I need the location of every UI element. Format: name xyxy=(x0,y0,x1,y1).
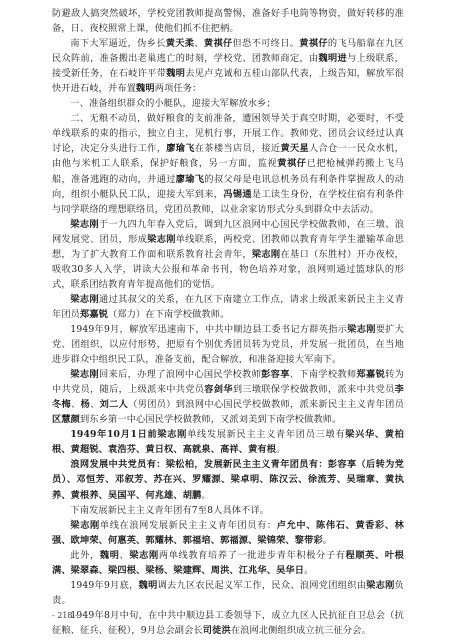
text-run: （郑力）在下南学校做教师。 xyxy=(108,308,230,320)
text-run: 回来后，办理了浪网中心国民学校教师 xyxy=(99,369,262,381)
text-run: 两单线教育培养了一批进步青年积极分子有 xyxy=(158,549,346,561)
name-highlight: 魏明进 xyxy=(318,53,348,65)
name-highlight: 容剑华 xyxy=(204,384,233,396)
name-highlight: 廖瑜飞 xyxy=(175,173,205,185)
name-highlight: 1949年10月1日前 xyxy=(70,429,158,441)
text-run: 但恐不可终日。 xyxy=(232,38,300,50)
text-run: 、 xyxy=(119,549,130,561)
text-run: 二、无粮不动员，做好粮食的支前准备，遭困领导关于真空时期，必要时，不受单线联系的束的指示，独立自主，见机行事，开展工作。教师党、团员会议经过认真讨论，决定分头进行工作， xyxy=(52,113,404,155)
name-highlight: 卢允中、陈伟石、黄香彩、林强、欧坤荣、何惠英、郭耀林、郭福培、郭福源、梁锦荣、黎带彩 xyxy=(52,519,405,546)
body-paragraph xyxy=(52,457,404,502)
body-paragraph xyxy=(52,578,404,608)
name-highlight: 梁志刚 xyxy=(347,323,376,335)
text-run: 在茶楼当店员，接近 xyxy=(194,143,281,155)
page-number: - 218 - xyxy=(52,611,78,620)
text-run: 两项任务： xyxy=(154,83,202,95)
name-highlight: 黄祺仔 xyxy=(299,38,328,50)
text-run: 下南发展新民主主义青年团有7至8人具体不详。 xyxy=(70,504,270,516)
name-highlight: 程顺英、叶根满、梁翠森、梁四根、梁杨、梁建辉、周洪、江兆华、吴华日 xyxy=(52,549,404,576)
name-highlight: 梁兴华、黄柏根、黄超锐、袁浩芬、黄日权、高就泉、高祥、黄有根 xyxy=(52,429,405,456)
text-run: 的叔父母是电讯总机务员有利条件掌握敌人的动向，组织小艇队民工队，迎接大军到来， xyxy=(52,173,404,200)
name-highlight: 梁志刚 xyxy=(70,293,100,305)
name-highlight: 梁志刚 xyxy=(147,233,176,245)
body-paragraph xyxy=(52,292,404,322)
text-run: 调去九区农民起义军工作，民众、浪网党团组织由 xyxy=(157,579,367,591)
text-run: 在基口（东胜村）开办夜校，吸收30多人入学，讲读大公报和革命书刊，物色培养对象，浪网则通过篮球队的形式，联系团结教育青年提高他们的觉悟。 xyxy=(52,248,405,290)
name-highlight: 梁志刚 xyxy=(70,369,99,381)
text-run: 通过其叔父的关系，在九区下南建立工作点，请求上级派来新民主主义青年团员 xyxy=(52,293,404,320)
text-run: 此外， xyxy=(70,549,100,561)
text-run: 人合仓一一民众水机，由他与米机工人联系，保护好粮食，另一方面，监视 xyxy=(52,143,405,170)
name-highlight: 梁志刚 xyxy=(157,429,188,441)
text-run: 1949年9月，解放军迅速南下，中共中顺边县工委书记方群英指示 xyxy=(70,323,348,335)
text-run: 要扩大党、团组织，以应付形势，把原有个别优秀团员转为党员，并发展一批团员，在当地进步群众中组织民工队，准备支前，配合解放，和准备迎接大军南下。 xyxy=(52,323,404,366)
text-run: 的飞马船靠在九区民众阵前，准备搬出老巢逃亡的时刻，学校党、团教师商定，由 xyxy=(52,38,404,65)
text-run: 是工读生身份，在学校住宿有利条件与同学联络的理想联络员，党团员教师，以业余家访形式分头到群众中去活动。 xyxy=(52,188,404,215)
body-paragraph xyxy=(52,217,404,292)
text-run: 防避敌人搞突然破坏，学校党团教师提高警惕，准备好手电筒等物资，做好转移的准备，日、夜校照常上课，使他们抓不住把柄。 xyxy=(52,8,404,35)
text-run: 单线在浪网发展新民主主义青年团员有： xyxy=(99,519,277,531)
name-highlight: 黄天柔 xyxy=(165,38,195,50)
name-highlight: 廖瑜飞 xyxy=(166,143,195,155)
body-paragraph xyxy=(52,36,404,96)
name-highlight: 区慧颜 xyxy=(52,414,81,426)
text-run: 。 xyxy=(276,444,286,456)
name-highlight: 魏明 xyxy=(166,68,186,80)
text-run: 。 xyxy=(304,564,314,576)
text-run: 南下大军逼近，伪乡长 xyxy=(70,38,166,50)
text-run: 一、准备组织群众的小艇队，迎接大军解放水乡； xyxy=(70,98,276,110)
name-highlight: 郑嘉锐 xyxy=(80,308,109,320)
body-paragraph xyxy=(52,96,404,111)
name-highlight: 黄祺仔 xyxy=(203,38,233,50)
name-highlight: 刘二人 xyxy=(99,399,129,411)
text-run: 、 xyxy=(71,399,81,411)
text-run: 1949年9月底， xyxy=(70,579,139,591)
text-run: 、下南学校教师 xyxy=(289,369,357,381)
text-run: 。 xyxy=(201,489,211,501)
body-paragraph xyxy=(52,503,404,518)
text-run: 到三墩联保学校做教师，派来中共党员 xyxy=(232,384,395,396)
text-run: 到东乡第一中心国民学校做教师，又派刘美到下南学校做教师。 xyxy=(80,414,342,426)
body-text xyxy=(52,6,404,638)
name-highlight: 李冬梅 xyxy=(52,384,404,411)
text-run: 于一九四九年春入党后，调到九区浪网中心国民学校做教师，在三墩、浪网发展党、团员，形成 xyxy=(52,218,404,245)
body-paragraph xyxy=(52,518,404,548)
name-highlight: 浪网发展中共党员有：梁松柏，发展新民主主义青年团员有：彭容享（后转为党员）、邓恒芳、邓叙芳、苏在兴、罗耀源、梁卓明、陈汉云、徐流芳、吴瑞章、黄执养、黄根养、吴国平、何兆雄、胡鹏 xyxy=(52,459,404,501)
body-paragraph xyxy=(52,427,404,457)
text-run: 负责。 xyxy=(52,579,404,606)
name-highlight: 黄天星 xyxy=(280,143,310,155)
name-highlight: 杨 xyxy=(80,399,91,411)
text-run: （男团员）到浪网中心国民学校做教师，派来新民主主义青年团员 xyxy=(128,399,405,411)
text-run: 转为中共党员，随后，上级派来中共党员 xyxy=(52,369,404,396)
text-run: 与上级联系，接受新任务，在石岐许平带 xyxy=(52,53,405,80)
body-paragraph xyxy=(52,6,404,36)
name-highlight: 魏明 xyxy=(138,579,158,591)
text-run: 、 xyxy=(90,399,100,411)
text-run: 。 xyxy=(322,534,333,546)
name-highlight: 冯锡通 xyxy=(223,188,252,200)
body-paragraph xyxy=(52,322,404,367)
name-highlight: 梁志刚 xyxy=(129,549,159,561)
body-paragraph xyxy=(52,608,404,638)
name-highlight: 梁志刚 xyxy=(366,579,395,591)
text-run: 、 xyxy=(194,38,204,50)
text-run: 去见卢克诚和五桂山部队代表，上级告知，解放军很快开进石岐，并布置 xyxy=(52,68,404,95)
text-run: 1949年8月中旬，在中共中顺边县工委领导下，成立九区人民抗征自卫总会（抗征粮、征兵、征税），9月总会副会长 xyxy=(52,609,404,636)
name-highlight: 魏明 xyxy=(99,549,120,561)
text-run: 在浪网北侧组织成立抗三征分会。 xyxy=(230,624,371,636)
name-highlight: 梁志刚 xyxy=(70,218,100,230)
name-highlight: 郑嘉锐 xyxy=(356,369,386,381)
body-paragraph xyxy=(52,548,404,578)
text-run: 已把枪械弹药搬上飞马船，准备逃跑的动向，并通过 xyxy=(52,158,405,185)
name-highlight: 司徒洪 xyxy=(202,624,231,636)
body-paragraph xyxy=(52,111,404,216)
body-paragraph xyxy=(52,367,404,427)
text-run: 单线发展新民主主义青年团员三墩有 xyxy=(187,429,346,441)
text-run: 单线联系，两校党、团教师以教育青年学生灌输革命思想，为了扩大教育工作面和联系教育社会青年， xyxy=(52,233,405,260)
name-highlight: 梁志刚 xyxy=(70,519,100,531)
name-highlight: 梁志刚 xyxy=(251,248,281,260)
name-highlight: 彭容享 xyxy=(261,369,290,381)
name-highlight: 魏明 xyxy=(136,83,155,95)
name-highlight: 黄祺仔 xyxy=(277,158,307,170)
